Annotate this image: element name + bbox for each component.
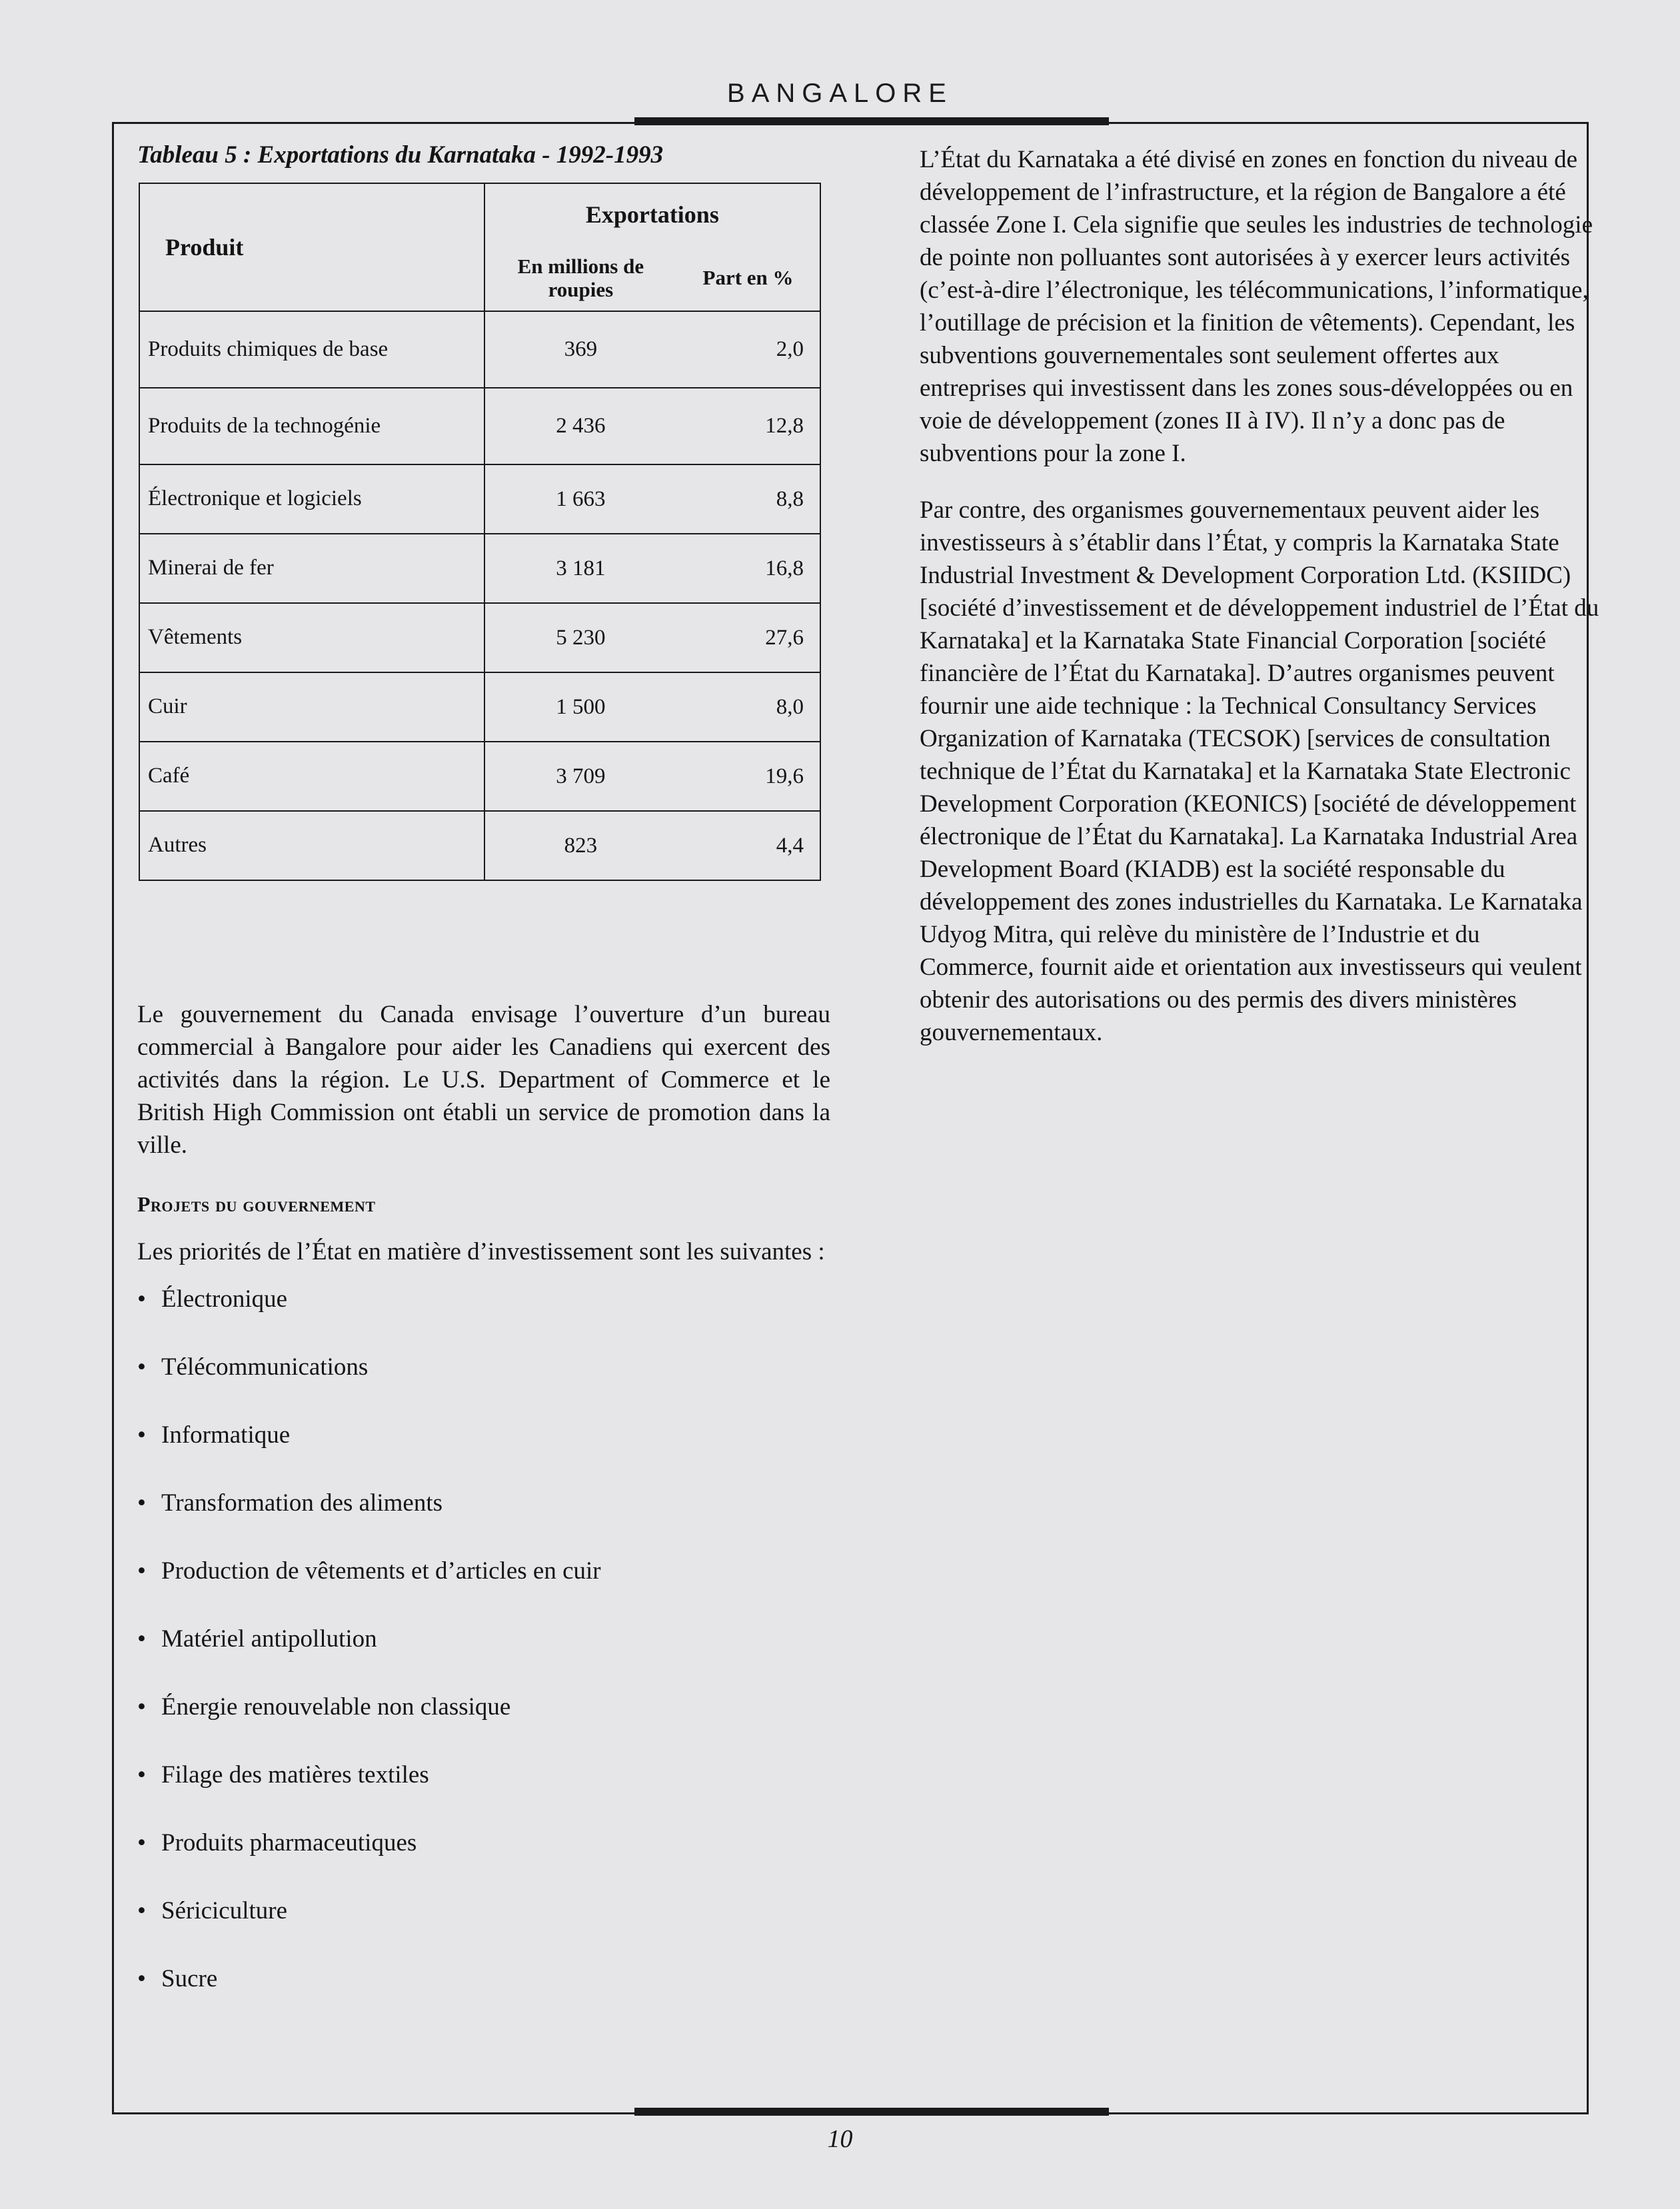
right-column	[920, 143, 1599, 1049]
list-item-label: Filage des matières textiles	[161, 1761, 429, 1789]
table-row	[139, 742, 820, 811]
list-item-label: Matériel antipollution	[161, 1625, 377, 1653]
bullet-icon: •	[137, 1897, 146, 1925]
bullet-icon: •	[137, 1761, 146, 1789]
table-title: Tableau 5 : Exportations du Karnataka - 1992-1993	[137, 141, 664, 169]
share-cell: 27,6	[676, 603, 820, 672]
table-row	[139, 603, 820, 672]
millions-cell: 3 709	[484, 742, 676, 811]
list-item-label: Énergie renouvelable non classique	[161, 1693, 511, 1721]
share-cell: 2,0	[676, 311, 820, 388]
list-item	[137, 1827, 830, 1894]
millions-cell: 2 436	[484, 388, 676, 464]
list-item-label: Télécommunications	[161, 1353, 369, 1381]
header-millions: En millions de roupies	[484, 245, 676, 311]
zones-paragraph: L’État du Karnataka a été divisé en zones en fonction du niveau de développement de l’infrastructure, et la région de Bangalore a été classée Zone I. Cela signifie que seules les industries de technologie de pointe non polluantes sont autorisées à y exercer leurs activités (c’est-à-dire l’électronique, les télécommunications, l’informatique, l’outillage de précision et la finition de vêtements). Cependant, les subventions gouvernementales sont seulement offertes aux entreprises qui investissent dans les zones sous-développées ou en voie de développement (zones II à IV). Il n’y a donc pas de subventions pour la zone I.	[920, 146, 1593, 467]
millions-cell: 1 663	[484, 464, 676, 534]
bullet-icon: •	[137, 1557, 146, 1585]
bullet-icon: •	[137, 1353, 146, 1381]
header-product: Produit	[139, 183, 484, 311]
bullet-icon: •	[137, 1693, 146, 1721]
product-cell: Autres	[139, 811, 484, 880]
list-item	[137, 1283, 830, 1351]
section-heading: Projets du gouvernement	[137, 1192, 376, 1217]
product-cell: Produits de la technogénie	[139, 388, 484, 464]
millions-cell: 823	[484, 811, 676, 880]
table-row	[139, 534, 820, 603]
millions-cell: 5 230	[484, 603, 676, 672]
list-item-label: Transformation des aliments	[161, 1489, 443, 1517]
share-cell: 4,4	[676, 811, 820, 880]
share-cell: 8,8	[676, 464, 820, 534]
product-cell: Café	[139, 742, 484, 811]
bottom-rule	[634, 2108, 1109, 2116]
millions-cell: 1 500	[484, 672, 676, 742]
list-item	[137, 1555, 830, 1623]
table-row	[139, 388, 820, 464]
list-item-label: Électronique	[161, 1285, 288, 1313]
header-share: Part en %	[676, 245, 820, 311]
exports-table	[139, 183, 821, 881]
list-item	[137, 1962, 830, 2030]
bullet-icon: •	[137, 1625, 146, 1653]
canada-paragraph: Le gouvernement du Canada envisage l’ouverture d’un bureau commercial à Bangalore pour aider les Canadiens qui exercent des activités dans la région. Le U.S. Department of Commerce et le British High Commission ont établi un service de promotion dans la ville.	[137, 1001, 830, 1159]
bullet-icon: •	[137, 1285, 146, 1313]
table-row	[139, 311, 820, 388]
list-item-label: Produits pharmaceutiques	[161, 1829, 417, 1857]
page-number: 10	[827, 2125, 853, 2153]
priorities-list	[137, 1283, 830, 2030]
list-item-label: Informatique	[161, 1421, 291, 1449]
header-exports: Exportations	[484, 183, 820, 245]
product-cell: Vêtements	[139, 603, 484, 672]
priorities-intro: Les priorités de l’État en matière d’investissement sont les suivantes :	[137, 1238, 825, 1266]
share-cell: 8,0	[676, 672, 820, 742]
millions-cell: 3 181	[484, 534, 676, 603]
share-cell: 16,8	[676, 534, 820, 603]
list-item-label: Sériciculture	[161, 1897, 288, 1925]
table-row	[139, 464, 820, 534]
bullet-icon: •	[137, 1421, 146, 1449]
table-row	[139, 672, 820, 742]
list-item	[137, 1419, 830, 1487]
agencies-paragraph: Par contre, des organismes gouvernementaux peuvent aider les investisseurs à s’établir dans l’État, y compris la Karnataka State Industrial Investment & Development Corporation Ltd. (KSIIDC) [société d’investissement et de développement industriel de l’État du Karnataka] et la Karnataka State Financial Corporation [société financière de l’État du Karnataka]. D’autres organismes peuvent fournir une aide technique : la Technical Consultancy Services Organization of Karnataka (TECSOK) [services de consultation technique de l’État du Karnataka] et la Karnataka State Electronic Development Corporation (KEONICS) [société de développement électronique de l’État du Karnataka]. La Karnataka Industrial Area Development Board (KIADB) est la société responsable du développement des zones industrielles du Karnataka. Le Karnataka Udyog Mitra, qui relève du ministère de l’Industrie et du Commerce, fournit aide et orientation aux investisseurs qui veulent obtenir des autorisations ou des permis des divers ministères gouvernementaux.	[920, 496, 1599, 1046]
list-item	[137, 1487, 830, 1555]
product-cell: Minerai de fer	[139, 534, 484, 603]
product-cell: Cuir	[139, 672, 484, 742]
table-row	[139, 811, 820, 880]
millions-cell: 369	[484, 311, 676, 388]
left-column	[137, 140, 830, 2030]
list-item	[137, 1623, 830, 1691]
bullet-icon: •	[137, 1965, 146, 1993]
list-item-label: Production de vêtements et d’articles en cuir	[161, 1557, 601, 1585]
product-cell: Électronique et logiciels	[139, 464, 484, 534]
top-rule	[634, 117, 1109, 125]
bullet-icon: •	[137, 1489, 146, 1517]
share-cell: 19,6	[676, 742, 820, 811]
running-header: BANGALORE	[727, 79, 953, 108]
list-item	[137, 1351, 830, 1419]
list-item	[137, 1894, 830, 1962]
list-item	[137, 1691, 830, 1759]
share-cell: 12,8	[676, 388, 820, 464]
bullet-icon: •	[137, 1829, 146, 1857]
list-item	[137, 1759, 830, 1827]
list-item-label: Sucre	[161, 1965, 218, 1993]
product-cell: Produits chimiques de base	[139, 311, 484, 388]
